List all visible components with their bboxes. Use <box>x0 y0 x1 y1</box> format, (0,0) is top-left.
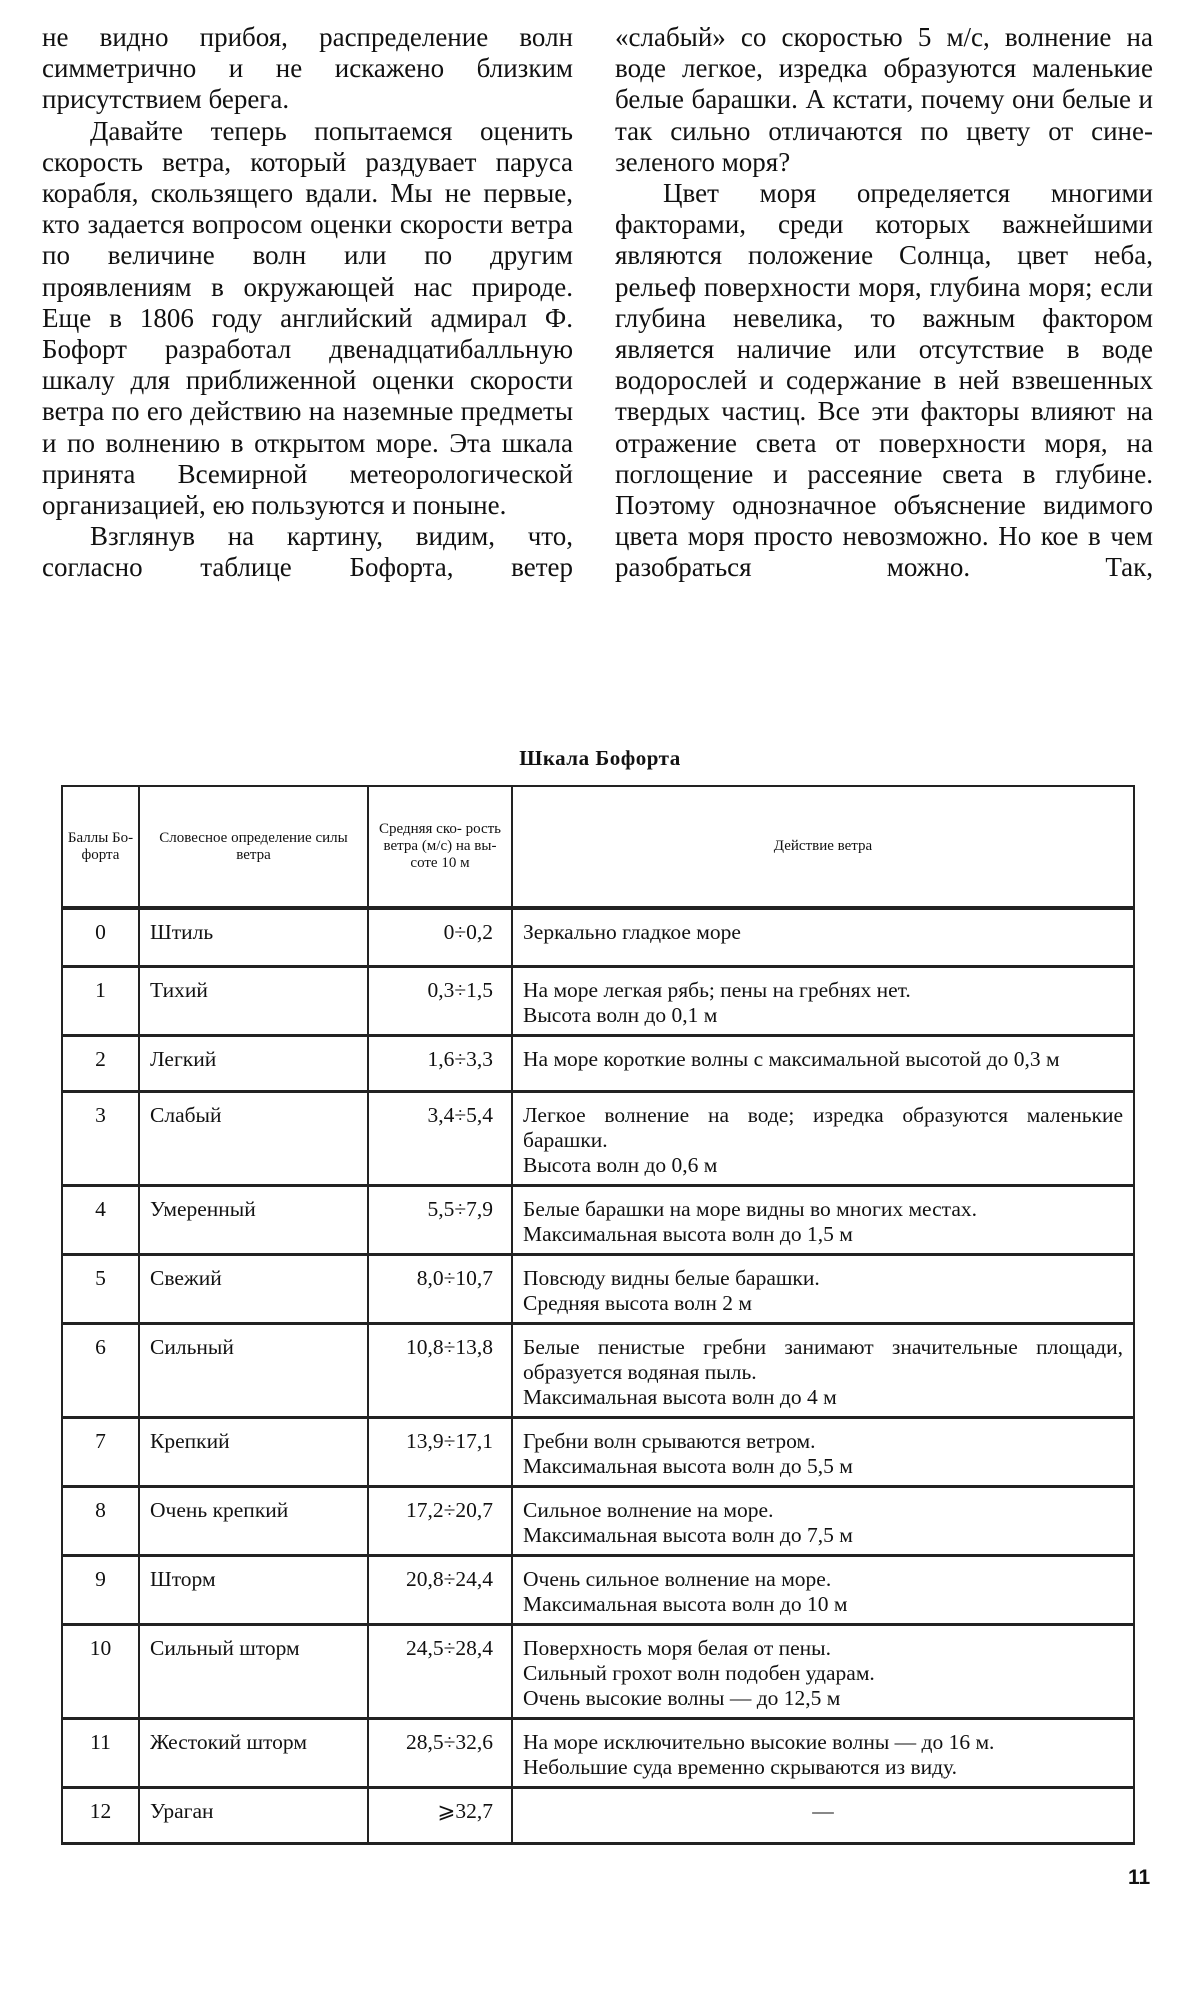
cell-wind-speed: 20,8÷24,4 <box>368 1555 512 1624</box>
effect-line: Легкое волнение на воде; изредка образуются маленькие барашки. <box>523 1102 1123 1152</box>
table-row <box>62 1185 1134 1254</box>
cell-wind-speed: 3,4÷5,4 <box>368 1091 512 1185</box>
cell-wind-name: Ураган <box>139 1787 368 1843</box>
cell-wind-name: Шторм <box>139 1555 368 1624</box>
cell-wind-speed: 0,3÷1,5 <box>368 966 512 1035</box>
paragraph: Цвет моря определяется многими факторами, среди которых важнейшими являются положение Солнца, цвет неба, рельеф поверхности моря, глубина моря; если глубина невелика, то важным фактором является наличие или отсутствие в воде водорослей и содержание в ней взвешенных твердых частиц. Все эти факторы влияют на отражение света от поверхности моря, на поглощение и рассеяние света в глубине. Поэтому однозначное объяснение видимого цвета моря просто невозможно. Но кое в чем разобраться можно. Так, <box>615 178 1153 583</box>
table-row <box>62 1555 1134 1624</box>
page-number: 11 <box>1128 1866 1151 1889</box>
effect-line: Максимальная высота волн до 1,5 м <box>523 1221 853 1246</box>
header-wind-effect: Действие ветра <box>512 786 1134 908</box>
cell-wind-speed: 10,8÷13,8 <box>368 1323 512 1417</box>
effect-line: Высота волн до 0,6 м <box>523 1152 718 1177</box>
right-text-column <box>615 22 1153 584</box>
cell-wind-effect <box>512 966 1134 1035</box>
table-row <box>62 1417 1134 1486</box>
cell-points: 9 <box>62 1555 139 1624</box>
cell-wind-effect <box>512 1035 1134 1091</box>
paragraph: не видно прибоя, распределение волн симметрично и не искажено близким присутствием берега. <box>42 22 573 115</box>
effect-line: Зеркально гладкое море <box>523 920 741 944</box>
cell-wind-name: Легкий <box>139 1035 368 1091</box>
cell-points: 5 <box>62 1254 139 1323</box>
cell-wind-speed: 24,5÷28,4 <box>368 1624 512 1718</box>
table-row <box>62 966 1134 1035</box>
effect-line: Очень высокие волны — до 12,5 м <box>523 1685 841 1710</box>
cell-points: 8 <box>62 1486 139 1555</box>
effect-line: Максимальная высота волн до 10 м <box>523 1591 848 1616</box>
cell-wind-effect <box>512 1323 1134 1417</box>
table-row <box>62 1624 1134 1718</box>
cell-wind-effect <box>512 1787 1134 1843</box>
cell-wind-speed: 13,9÷17,1 <box>368 1417 512 1486</box>
table-row <box>62 1718 1134 1787</box>
effect-line: Повсюду видны белые барашки. <box>523 1265 820 1290</box>
effect-line: Сильное волнение на море. <box>523 1497 774 1522</box>
effect-line: Максимальная высота волн до 5,5 м <box>523 1453 853 1478</box>
cell-wind-name: Штиль <box>139 908 368 966</box>
effect-line: На море исключительно высокие волны — до 16 м. <box>523 1729 995 1754</box>
cell-wind-effect <box>512 908 1134 966</box>
cell-points: 0 <box>62 908 139 966</box>
effect-line: Поверхность моря белая от пены. <box>523 1635 831 1660</box>
table-body <box>62 908 1134 1843</box>
cell-points: 4 <box>62 1185 139 1254</box>
cell-wind-name: Тихий <box>139 966 368 1035</box>
cell-points: 2 <box>62 1035 139 1091</box>
cell-wind-speed: 28,5÷32,6 <box>368 1718 512 1787</box>
effect-line: На море короткие волны с максимальной высотой до 0,3 м <box>523 1046 1060 1071</box>
table-row <box>62 1035 1134 1091</box>
table-row <box>62 1091 1134 1185</box>
cell-wind-name: Сильный <box>139 1323 368 1417</box>
cell-wind-name: Умеренный <box>139 1185 368 1254</box>
cell-wind-effect <box>512 1185 1134 1254</box>
effect-line: Максимальная высота волн до 4 м <box>523 1384 837 1409</box>
effect-line: Белые барашки на море видны во многих местах. <box>523 1196 977 1221</box>
table-row <box>62 1254 1134 1323</box>
cell-wind-name: Свежий <box>139 1254 368 1323</box>
effect-line: Белые пенистые гребни занимают значительные площади, образуется водяная пыль. <box>523 1334 1123 1384</box>
cell-points: 10 <box>62 1624 139 1718</box>
cell-wind-speed: 17,2÷20,7 <box>368 1486 512 1555</box>
cell-wind-speed: ⩾32,7 <box>368 1787 512 1843</box>
cell-wind-name: Сильный шторм <box>139 1624 368 1718</box>
left-text-column <box>42 22 573 584</box>
table-row <box>62 1486 1134 1555</box>
cell-wind-name: Очень крепкий <box>139 1486 368 1555</box>
effect-line: Средняя высота волн 2 м <box>523 1290 752 1315</box>
cell-points: 6 <box>62 1323 139 1417</box>
effect-line: Максимальная высота волн до 7,5 м <box>523 1522 853 1547</box>
table-header-row <box>62 786 1134 908</box>
paragraph: Взглянув на картину, видим, что, согласно таблице Бофорта, ветер <box>42 521 573 583</box>
cell-wind-speed: 1,6÷3,3 <box>368 1035 512 1091</box>
header-points: Баллы Бо- форта <box>62 786 139 908</box>
header-wind-speed: Средняя ско- рость ветра (м/с) на вы- соте 10 м <box>368 786 512 908</box>
effect-line: На море легкая рябь; пены на гребнях нет. <box>523 977 911 1002</box>
paragraph: Давайте теперь попытаемся оценить скорость ветра, который раздувает паруса корабля, скользящего вдали. Мы не первые, кто задается вопросом оценки скорости ветра по величине волн или по другим проявлениям в окружающей нас природе. Еще в 1806 году английский адмирал Ф. Бофорт разработал двенадцатибалльную шкалу для приближенной оценки скорости ветра по его действию на наземные предметы и по волнению в открытом море. Эта шкала принята Всемирной метеорологической организацией, ею пользуются и поныне. <box>42 115 573 521</box>
cell-wind-speed: 8,0÷10,7 <box>368 1254 512 1323</box>
effect-line: Высота волн до 0,1 м <box>523 1002 718 1027</box>
effect-line: Гребни волн срываются ветром. <box>523 1428 816 1453</box>
effect-line: Сильный грохот волн подобен ударам. <box>523 1660 875 1685</box>
cell-wind-effect <box>512 1417 1134 1486</box>
header-wind-name: Словесное определение силы ветра <box>139 786 368 908</box>
cell-wind-name: Жестокий шторм <box>139 1718 368 1787</box>
beaufort-table <box>61 785 1135 1845</box>
cell-wind-effect <box>512 1718 1134 1787</box>
cell-points: 12 <box>62 1787 139 1843</box>
cell-points: 3 <box>62 1091 139 1185</box>
table-title: Шкала Бофорта <box>519 746 681 770</box>
table-row <box>62 908 1134 966</box>
cell-wind-effect <box>512 1091 1134 1185</box>
cell-points: 11 <box>62 1718 139 1787</box>
effect-line: Очень сильное волнение на море. <box>523 1566 832 1591</box>
cell-wind-name: Крепкий <box>139 1417 368 1486</box>
cell-wind-effect <box>512 1555 1134 1624</box>
cell-wind-name: Слабый <box>139 1091 368 1185</box>
cell-points: 7 <box>62 1417 139 1486</box>
cell-points: 1 <box>62 966 139 1035</box>
table-row <box>62 1787 1134 1843</box>
paragraph: «слабый» со скоростью 5 м/с, волнение на воде легкое, изредка образуются маленькие белые барашки. А кстати, почему они белые и так сильно отличаются по цвету от сине-зеленого моря? <box>615 22 1153 177</box>
effect-line: — <box>812 1798 834 1823</box>
cell-wind-effect <box>512 1624 1134 1718</box>
table-row <box>62 1323 1134 1417</box>
effect-line: Небольшие суда временно скрываются из виду. <box>523 1754 958 1779</box>
cell-wind-speed: 0÷0,2 <box>368 908 512 966</box>
cell-wind-speed: 5,5÷7,9 <box>368 1185 512 1254</box>
cell-wind-effect <box>512 1254 1134 1323</box>
cell-wind-effect <box>512 1486 1134 1555</box>
